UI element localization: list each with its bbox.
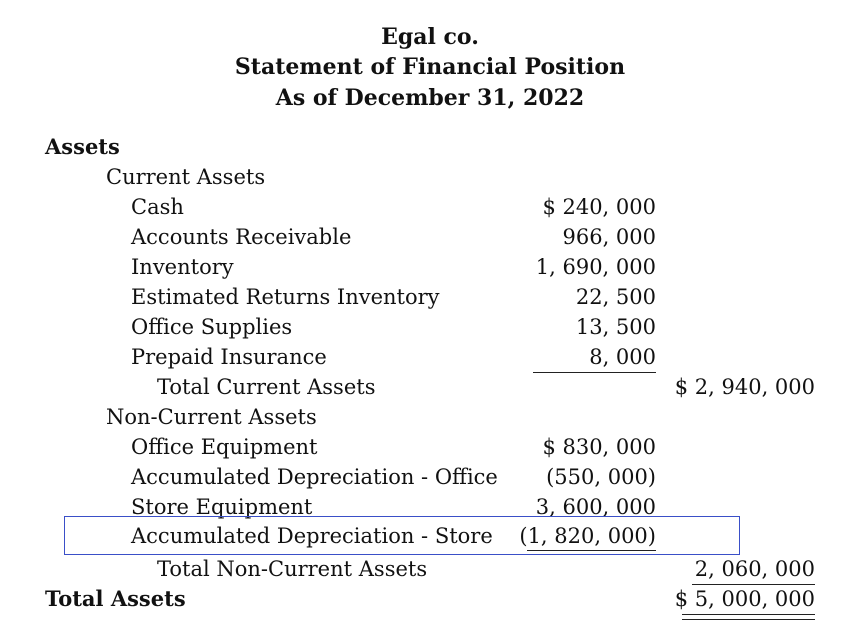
total-current-assets-amount: $ 2, 940, 000 [674,375,815,399]
assets-heading: Assets [45,134,120,159]
item-label-store-equipment: Store Equipment [131,495,313,519]
total-assets-amount: $ 5, 000, 000 [674,587,815,611]
highlight-box [64,516,740,555]
item-amount-accumulated-depreciation-store: (1, 820, 000) [519,524,656,548]
total-non-current-assets-amount: 2, 060, 000 [694,557,815,581]
item-label-office-supplies: Office Supplies [131,315,293,339]
item-label-cash: Cash [131,195,184,219]
non-current-assets-heading: Non-Current Assets [106,405,317,429]
item-amount-office-supplies: 13, 500 [575,315,656,339]
item-label-accumulated-depreciation-office: Accumulated Depreciation - Office [131,465,498,489]
current-assets-heading: Current Assets [106,165,266,189]
total-assets-double-rule [682,614,815,620]
item-amount-estimated-returns-inventory: 22, 500 [575,285,656,309]
item-amount-store-equipment: 3, 600, 000 [535,495,656,519]
current-assets-subtotal-rule [533,372,656,373]
item-amount-prepaid-insurance: 8, 000 [589,345,656,369]
item-amount-office-equipment: $ 830, 000 [542,435,656,459]
item-label-accumulated-depreciation-store: Accumulated Depreciation - Store [131,524,493,548]
total-assets-label: Total Assets [45,586,186,611]
item-label-prepaid-insurance: Prepaid Insurance [131,345,327,369]
item-label-inventory: Inventory [131,255,234,279]
item-amount-accounts-receivable: 966, 000 [562,225,656,249]
company-name: Egal co. [381,24,479,50]
statement-title: Statement of Financial Position [234,54,626,80]
item-label-estimated-returns-inventory: Estimated Returns Inventory [131,285,440,309]
item-label-office-equipment: Office Equipment [131,435,318,459]
total-current-assets-label: Total Current Assets [157,375,376,399]
statement-date: As of December 31, 2022 [275,85,585,111]
item-amount-cash: $ 240, 000 [542,195,656,219]
item-label-accounts-receivable: Accounts Receivable [131,225,352,249]
item-amount-accumulated-depreciation-office: (550, 000) [546,465,656,489]
item-amount-inventory: 1, 690, 000 [535,255,656,279]
total-non-current-assets-label: Total Non-Current Assets [157,557,428,581]
